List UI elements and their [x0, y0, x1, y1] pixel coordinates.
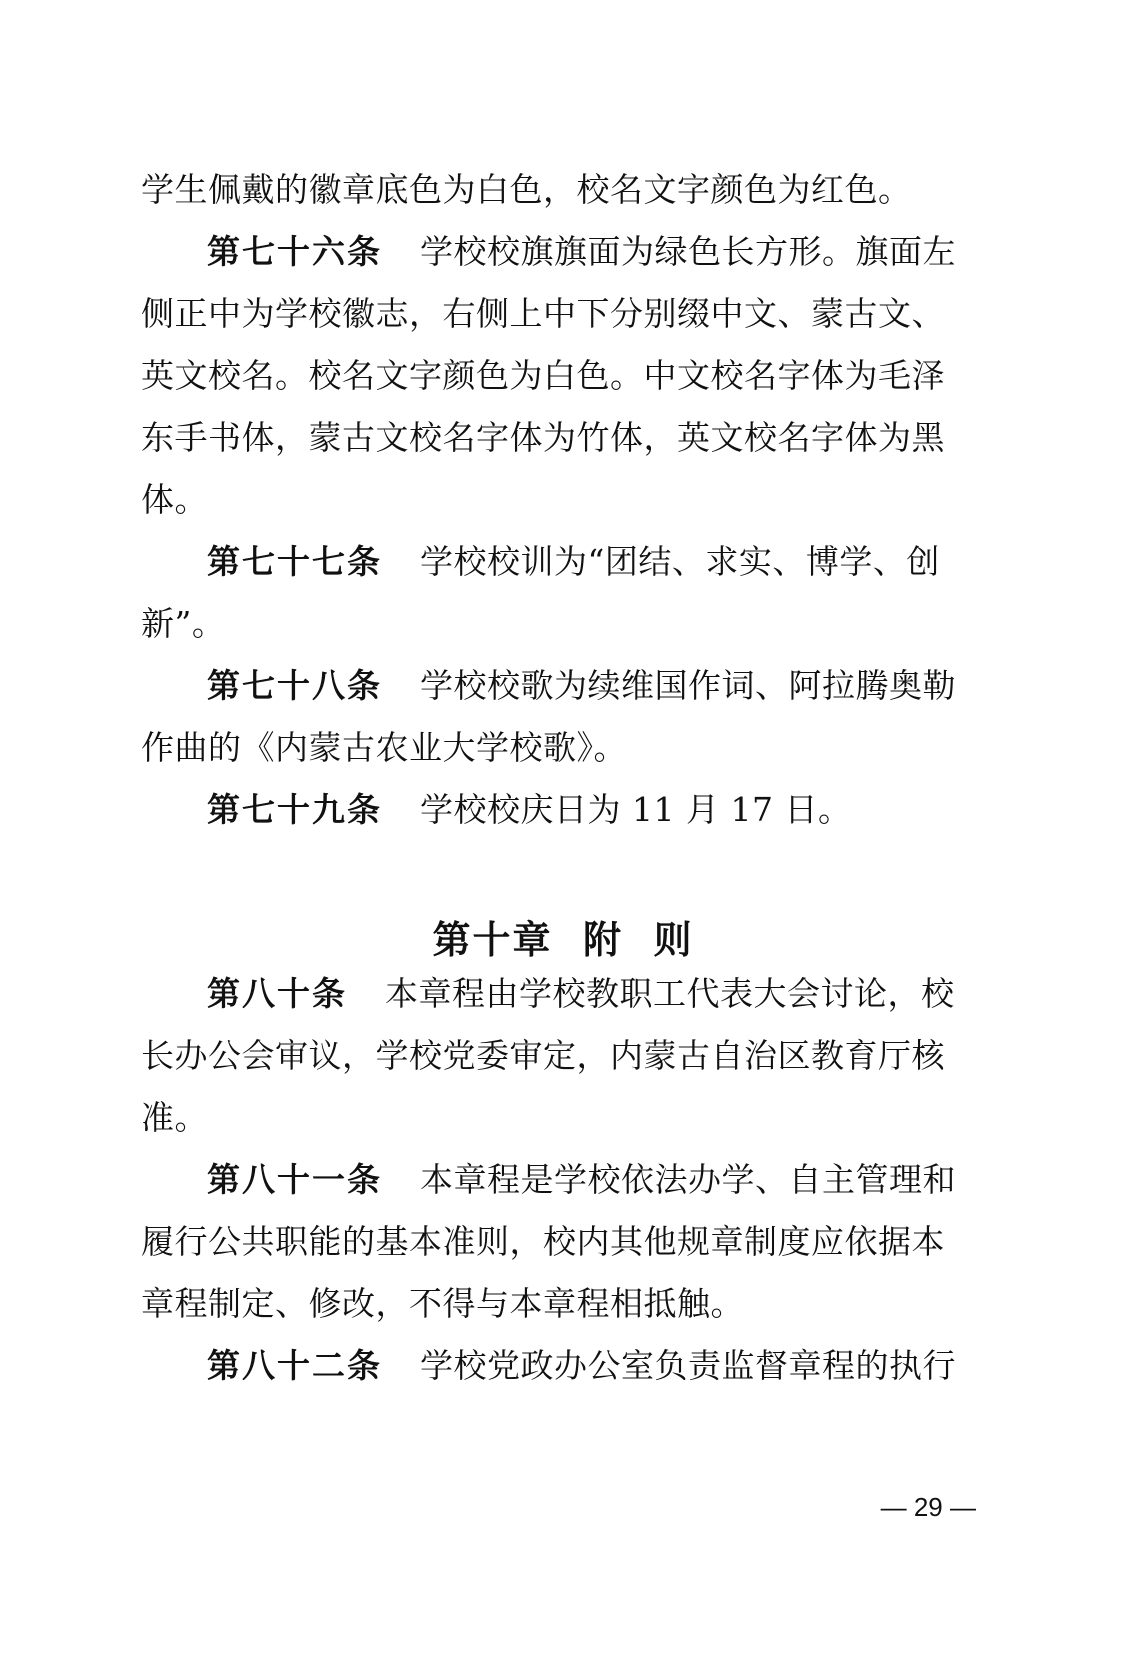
text-line: 章程制定、修改，不得与本章程相抵触。: [141, 1284, 744, 1323]
text-line: 学生佩戴的徽章底色为白色，校名文字颜色为红色。: [141, 170, 912, 209]
article-text: 本章程由学校教职工代表大会讨论，校: [385, 974, 955, 1013]
chapter-heading: 第十章 附 则: [432, 918, 694, 962]
article-text: 本章程是学校依法办学、自主管理和: [420, 1160, 956, 1199]
article-80-line-1: [207, 974, 975, 1014]
page-number: — 29 —: [880, 1492, 976, 1522]
article-title: 第八十一条: [207, 1160, 382, 1199]
article-text: 学校校庆日为 11 月 17 日。: [420, 790, 852, 829]
text-line: 作曲的《内蒙古农业大学校歌》。: [141, 728, 627, 767]
article-text: 学校校旗旗面为绿色长方形。旗面左: [420, 232, 956, 271]
article-text: 学校校歌为续维国作词、阿拉腾奥勒: [420, 666, 956, 705]
article-78-line-1: [207, 666, 975, 706]
text-line: 侧正中为学校徽志，右侧上中下分别缀中文、蒙古文、: [141, 294, 945, 333]
article-title: 第七十九条: [207, 790, 382, 829]
article-title: 第七十六条: [207, 232, 382, 271]
text-line: 东手书体，蒙古文校名字体为竹体，英文校名字体为黑: [141, 418, 945, 457]
article-title: 第八十二条: [207, 1346, 382, 1385]
article-title: 第八十条: [207, 974, 347, 1013]
article-76-line-1: [207, 232, 975, 272]
text-line: 准。: [141, 1098, 208, 1137]
article-77-line-1: [207, 542, 975, 582]
article-82-line-1: [207, 1346, 975, 1386]
text-line: 英文校名。校名文字颜色为白色。中文校名字体为毛泽: [141, 356, 945, 395]
article-text: 学校校训为“团结、求实、博学、创: [420, 542, 940, 581]
article-79-line-1: [207, 790, 975, 830]
text-line: 新”。: [141, 604, 226, 643]
article-title: 第七十八条: [207, 666, 382, 705]
article-81-line-1: [207, 1160, 975, 1200]
article-text: 学校党政办公室负责监督章程的执行: [420, 1346, 956, 1385]
article-title: 第七十七条: [207, 542, 382, 581]
text-line: 长办公会审议，学校党委审定，内蒙古自治区教育厅核: [141, 1036, 945, 1075]
text-line: 体。: [141, 480, 208, 519]
text-line: 履行公共职能的基本准则，校内其他规章制度应依据本: [141, 1222, 945, 1261]
